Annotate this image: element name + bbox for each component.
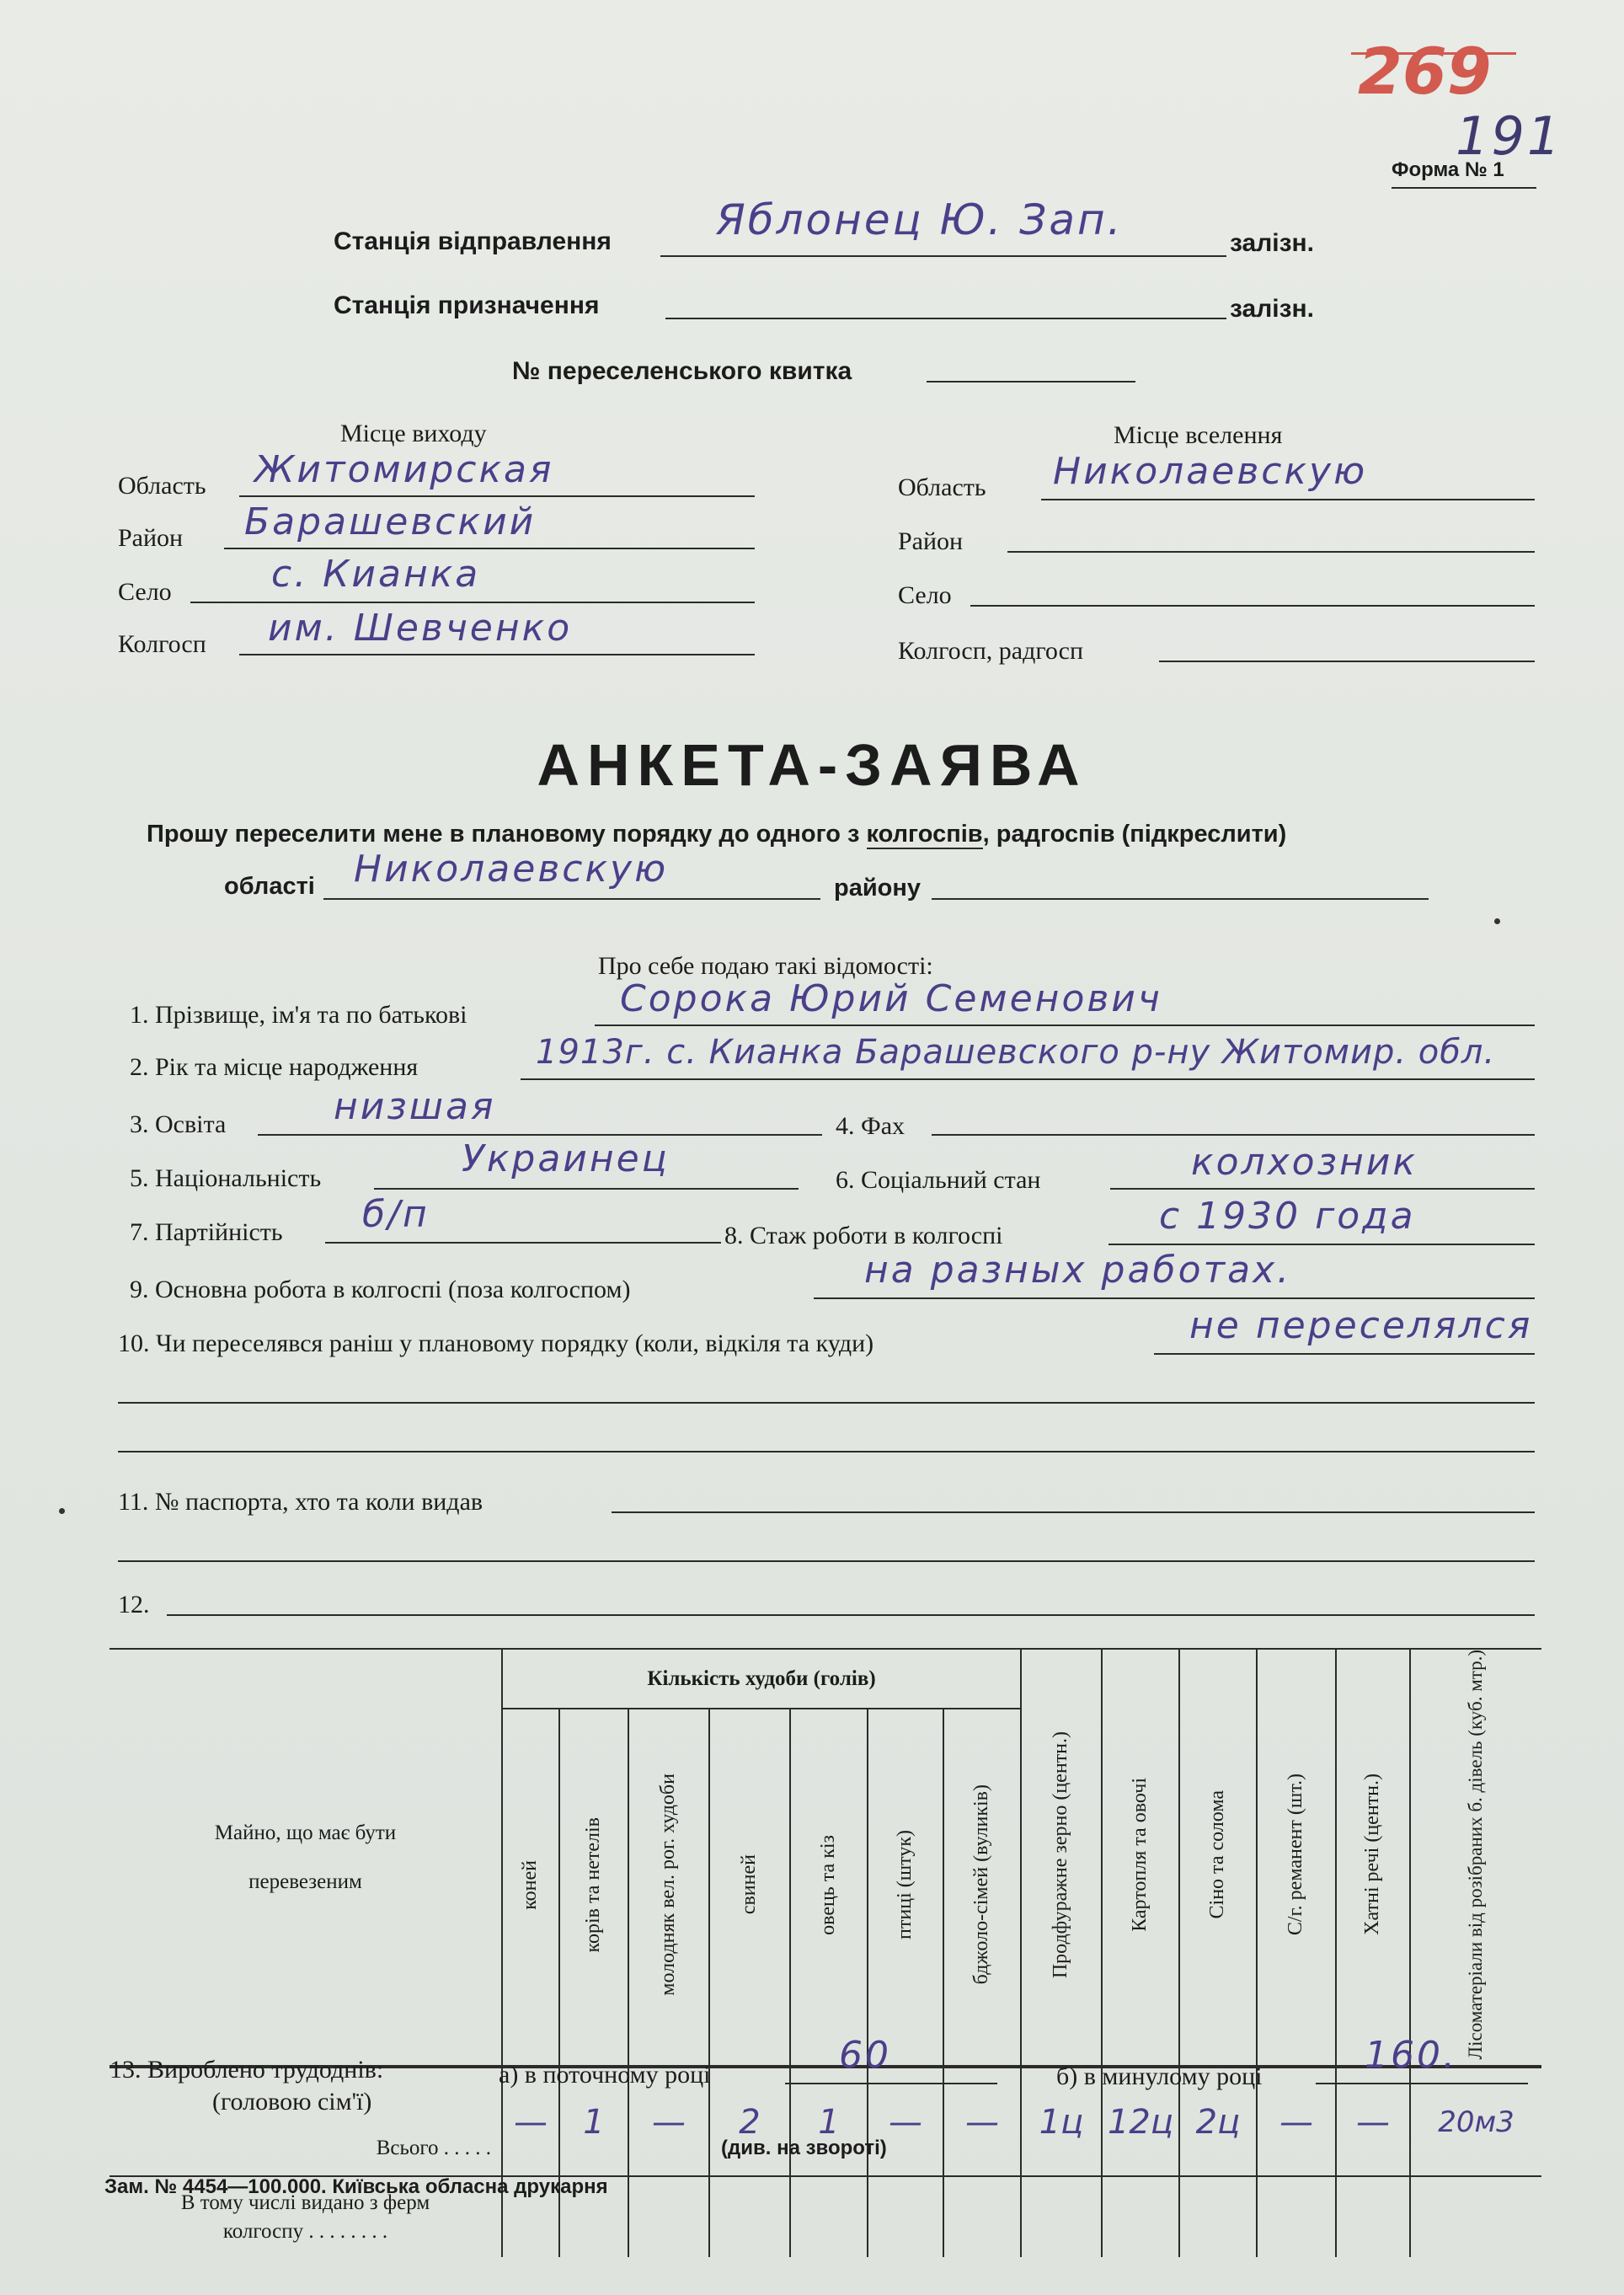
farm-cell xyxy=(1336,2176,1410,2257)
col-header-9 xyxy=(1179,1649,1257,2067)
total-value-5: — xyxy=(889,2102,922,2142)
field-7-value: б/п xyxy=(362,1193,430,1236)
field-2-line xyxy=(521,1078,1535,1080)
col-header-4-text: овець та кіз xyxy=(817,1834,840,1935)
col-header-8 xyxy=(1102,1649,1179,2067)
field-8-value: с 1930 года xyxy=(1159,1195,1416,1238)
ink-dot xyxy=(59,1508,65,1514)
farm-cell xyxy=(1179,2176,1257,2257)
dest-selo-line xyxy=(970,605,1535,607)
col-header-3-text: свиней xyxy=(738,1854,761,1915)
col-header-1 xyxy=(559,1709,628,2067)
col-header-10-text: С/г. реманент (шт.) xyxy=(1285,1773,1307,1936)
field-1-line xyxy=(595,1024,1535,1026)
field-3-value: низшая xyxy=(334,1085,496,1128)
field-10-value: не переселялся xyxy=(1189,1304,1533,1347)
workdays-label-2: (головою сім'ї) xyxy=(212,2088,372,2116)
col-header-0 xyxy=(502,1709,559,2067)
see-reverse-note: (див. на звороті) xyxy=(721,2137,887,2159)
farm-cell xyxy=(790,2176,868,2257)
col-header-11-text: Хатні речі (центн.) xyxy=(1361,1773,1384,1936)
departure-station-value: Яблонец Ю. Зап. xyxy=(716,195,1124,244)
origin-raion-label: Район xyxy=(118,524,184,552)
strike-line xyxy=(1351,52,1516,55)
origin-kolhosp-value: им. Шевченко xyxy=(268,607,573,650)
origin-selo-label: Село xyxy=(118,578,172,606)
origin-selo-value: с. Кианка xyxy=(271,553,481,596)
property-label-1: Майно, що має бути xyxy=(214,1821,397,1844)
field-1-label: 1. Прізвище, ім'я та по батькові xyxy=(130,1001,467,1029)
field-3-line xyxy=(258,1134,822,1136)
farm-cell xyxy=(1102,2176,1179,2257)
field-12-line xyxy=(167,1614,1535,1616)
workdays-current-label: а) в поточному році xyxy=(499,2061,711,2089)
col-header-11 xyxy=(1336,1649,1410,2067)
field-2-label: 2. Рік та місце народження xyxy=(130,1053,419,1081)
origin-kolhosp-line xyxy=(239,654,755,655)
col-header-2 xyxy=(628,1709,709,2067)
origin-raion-value: Барашевский xyxy=(244,500,537,543)
total-value-11: — xyxy=(1356,2102,1390,2142)
field-9-value: на разных работах. xyxy=(864,1249,1292,1292)
dest-selo-label: Село xyxy=(898,581,952,609)
dest-oblast-value: Николаевскую xyxy=(1053,450,1368,493)
col-header-12-text: Лісоматеріали від розібраних б. дівель (куб. мтр.) xyxy=(1465,1650,1487,2060)
cattle-header: Кількість худоби (голів) xyxy=(502,1649,1021,1709)
farm-cell xyxy=(1410,2176,1541,2257)
form-title: АНКЕТА-ЗАЯВА xyxy=(537,732,1087,798)
field-12-label: 12. xyxy=(118,1591,150,1618)
col-header-7-text: Продфуражне зерно (центн.) xyxy=(1050,1731,1072,1978)
farm-label-2: колгоспу . . . . . . . . xyxy=(222,2219,388,2243)
property-label-2: перевезеним xyxy=(248,1870,362,1893)
departure-line xyxy=(660,255,1226,257)
field-9-label: 9. Основна робота в колгоспі (поза колгоспом) xyxy=(130,1276,631,1303)
total-value-0: — xyxy=(514,2102,548,2142)
workdays-label-1: 13. Вироблено трудоднів: xyxy=(110,2056,384,2084)
field-7-label: 7. Партійність xyxy=(130,1218,283,1246)
field-10-extra-line-1 xyxy=(118,1402,1535,1404)
dest-oblast-line xyxy=(1041,499,1535,500)
field-5-label: 5. Національність xyxy=(130,1164,322,1192)
col-header-4 xyxy=(790,1709,868,2067)
field-3-label: 3. Освіта xyxy=(130,1110,227,1138)
origin-oblast-line xyxy=(239,495,755,497)
workdays-prev-line xyxy=(1316,2083,1528,2084)
total-value-12: 20м3 xyxy=(1438,2105,1514,2139)
col-header-7 xyxy=(1021,1649,1102,2067)
farm-cell xyxy=(1257,2176,1336,2257)
origin-oblast-value: Житомирская xyxy=(254,448,554,491)
total-value-6: — xyxy=(965,2102,999,2142)
destination-line xyxy=(665,318,1226,319)
field-11-line xyxy=(612,1511,1535,1513)
workdays-prev-value: 160. xyxy=(1365,2034,1457,2077)
request-oblast-label: області xyxy=(224,873,315,900)
origin-oblast-label: Область xyxy=(118,472,206,500)
field-6-value: колхозник xyxy=(1191,1141,1418,1184)
request-raion-label: району xyxy=(834,875,922,901)
ink-dot xyxy=(1494,918,1500,924)
total-value-9: 2ц xyxy=(1195,2102,1241,2142)
field-6-label: 6. Соціальний стан xyxy=(836,1166,1041,1194)
col-header-0-text: коней xyxy=(519,1859,542,1910)
total-value-2: — xyxy=(652,2102,686,2142)
farm-label-1: В тому числі видано з ферм xyxy=(180,2191,430,2214)
departure-station-label: Станція відправлення xyxy=(334,227,612,255)
field-10-extra-line-2 xyxy=(118,1451,1535,1452)
col-header-2-text: молодняк вел. рог. худоби xyxy=(657,1773,680,1996)
request-text-a: Прошу переселити мене в плановому порядку до одного з xyxy=(147,821,867,848)
request-line xyxy=(147,821,1286,848)
col-header-5 xyxy=(868,1709,943,2067)
field-9-line xyxy=(814,1297,1535,1299)
field-6-line xyxy=(1110,1188,1535,1190)
farm-cell xyxy=(1021,2176,1102,2257)
total-value-10: — xyxy=(1279,2102,1313,2142)
total-value-3: 2 xyxy=(739,2102,761,2142)
dest-raion-line xyxy=(1007,551,1535,553)
total-label: Всього . . . . . xyxy=(110,2067,502,2176)
property-table xyxy=(110,1648,1541,2257)
origin-selo-line xyxy=(190,602,755,603)
workdays-current-value: 60 xyxy=(839,2034,891,2077)
dest-kolhosp-label: Колгосп, радгосп xyxy=(898,637,1084,665)
farm-cell xyxy=(868,2176,943,2257)
field-11-label: 11. № паспорта, хто та коли видав xyxy=(118,1488,483,1516)
printer-imprint: Зам. № 4454—100.000. Київська обласна друкарня xyxy=(104,2175,608,2198)
farm-cell xyxy=(943,2176,1021,2257)
field-8-line xyxy=(1108,1244,1535,1245)
workdays-prev-label: б) в минулому році xyxy=(1056,2062,1263,2090)
dest-heading: Місце вселення xyxy=(1114,421,1283,449)
col-header-6 xyxy=(943,1709,1021,2067)
workdays-current-line xyxy=(785,2083,997,2084)
origin-kolhosp-label: Колгосп xyxy=(118,630,206,658)
origin-heading: Місце виходу xyxy=(340,420,487,447)
rail-suffix-2: залізн. xyxy=(1230,295,1314,323)
field-2-value: 1913г. с. Кианка Барашевского р-ну Житомир. обл. xyxy=(536,1033,1496,1072)
total-value-7: 1ц xyxy=(1039,2102,1084,2142)
request-underlined-kolhosp: колгоспів xyxy=(866,821,983,848)
ticket-label: № переселенського квитка xyxy=(512,357,852,385)
rail-suffix-1: залізн. xyxy=(1230,229,1314,257)
ticket-line xyxy=(927,381,1135,382)
col-header-9-text: Сіно та солома xyxy=(1206,1790,1229,1919)
col-header-10 xyxy=(1257,1649,1336,2067)
col-header-6-text: бджоло-сімей (вуликів) xyxy=(970,1784,993,1985)
dest-raion-label: Район xyxy=(898,527,964,555)
field-8-label: 8. Стаж роботи в колгоспі xyxy=(724,1222,1003,1249)
field-5-line xyxy=(374,1188,799,1190)
property-label-cell xyxy=(110,1649,502,2067)
origin-raion-line xyxy=(224,548,755,549)
col-header-3 xyxy=(709,1709,790,2067)
col-header-1-text: корів та нетелів xyxy=(582,1816,605,1953)
request-oblast-line xyxy=(323,898,820,900)
field-10-line xyxy=(1154,1353,1535,1355)
total-value-4: 1 xyxy=(818,2102,840,2142)
col-header-5-text: птиці (штук) xyxy=(894,1829,916,1939)
total-value-1: 1 xyxy=(583,2102,605,2142)
destination-station-label: Станція призначення xyxy=(334,292,600,319)
request-raion-line xyxy=(932,898,1429,900)
field-5-value: Украинец xyxy=(462,1137,670,1180)
request-oblast-value: Николаевскую xyxy=(354,848,669,891)
dest-kolhosp-line xyxy=(1159,661,1535,662)
field-4-line xyxy=(932,1134,1535,1136)
farm-cell xyxy=(628,2176,709,2257)
form-label: Форма № 1 xyxy=(1392,158,1504,181)
request-text-c: , радгоспів (підкреслити) xyxy=(982,821,1287,848)
farm-cell xyxy=(709,2176,790,2257)
field-1-value: Сорока Юрий Семенович xyxy=(620,977,1162,1020)
crossed-archive-number: 269 xyxy=(1358,34,1492,109)
dest-oblast-label: Область xyxy=(898,473,986,501)
field-10-label: 10. Чи переселявся раніш у плановому порядку (коли, відкіля та куди) xyxy=(118,1329,874,1357)
form-underline xyxy=(1392,187,1536,189)
col-header-8-text: Картопля та овочі xyxy=(1129,1777,1151,1932)
field-7-line xyxy=(325,1242,721,1244)
field-11-extra-line xyxy=(118,1560,1535,1562)
field-4-label: 4. Фах xyxy=(836,1112,905,1140)
total-value-8: 12ц xyxy=(1107,2102,1174,2142)
archive-number: 191 xyxy=(1456,105,1563,167)
col-header-12 xyxy=(1410,1649,1541,2067)
intro-text: Про себе подаю такі відомості: xyxy=(598,952,933,980)
